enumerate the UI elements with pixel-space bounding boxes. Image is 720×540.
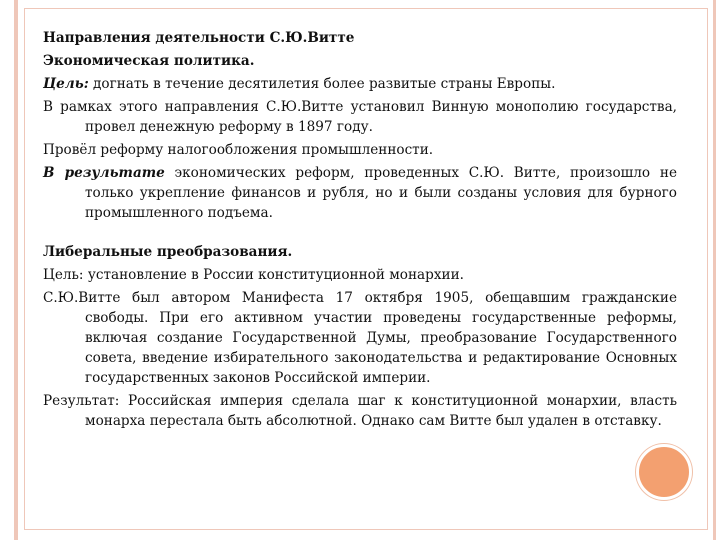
slide-content	[43, 28, 677, 434]
economic-heading: Экономическая политика.	[43, 53, 255, 69]
frame-right-stripe	[713, 0, 716, 540]
economic-goal	[43, 74, 677, 94]
economic-result-text: экономических реформ, проведенных С.Ю. Витте, произошло не только укрепление финансов и рубля, но и были созданы условия для бурного промышленного подъема.	[85, 165, 677, 221]
slide-title: Направления деятельности С.Ю.Витте	[43, 30, 355, 46]
economic-goal-text: догнать в течение десятилетия более развитые страны Европы.	[88, 76, 556, 92]
economic-paragraph-2: Провёл реформу налогообложения промышленности.	[43, 142, 434, 158]
frame-left-stripe	[14, 0, 18, 540]
liberal-heading: Либеральные преобразования.	[43, 244, 293, 260]
economic-goal-label: Цель:	[43, 76, 89, 92]
economic-result-label: В результате	[43, 165, 165, 181]
section-spacer	[43, 226, 677, 242]
liberal-paragraph-1: С.Ю.Витте был автором Манифеста 17 октября 1905, обещавшим гражданские свободы. При его активном участии проведены государственные реформы, включая создание Государственной Думы, преобразование Государственного совета, введение избирательного законодательства и редактирование Основных государственных законов Российской империи.	[43, 290, 677, 386]
liberal-result: Результат: Российская империя сделала шаг к конституционной монархии, власть монарха перестала быть абсолютной. Однако сам Витте был удален в отставку.	[43, 393, 677, 429]
economic-result	[43, 163, 677, 223]
liberal-goal: Цель: установление в России конституционной монархии.	[43, 267, 464, 283]
economic-paragraph-1: В рамках этого направления С.Ю.Витте установил Винную монополию государства, провел денежную реформу в 1897 году.	[43, 99, 677, 135]
decorative-circle	[636, 444, 692, 500]
